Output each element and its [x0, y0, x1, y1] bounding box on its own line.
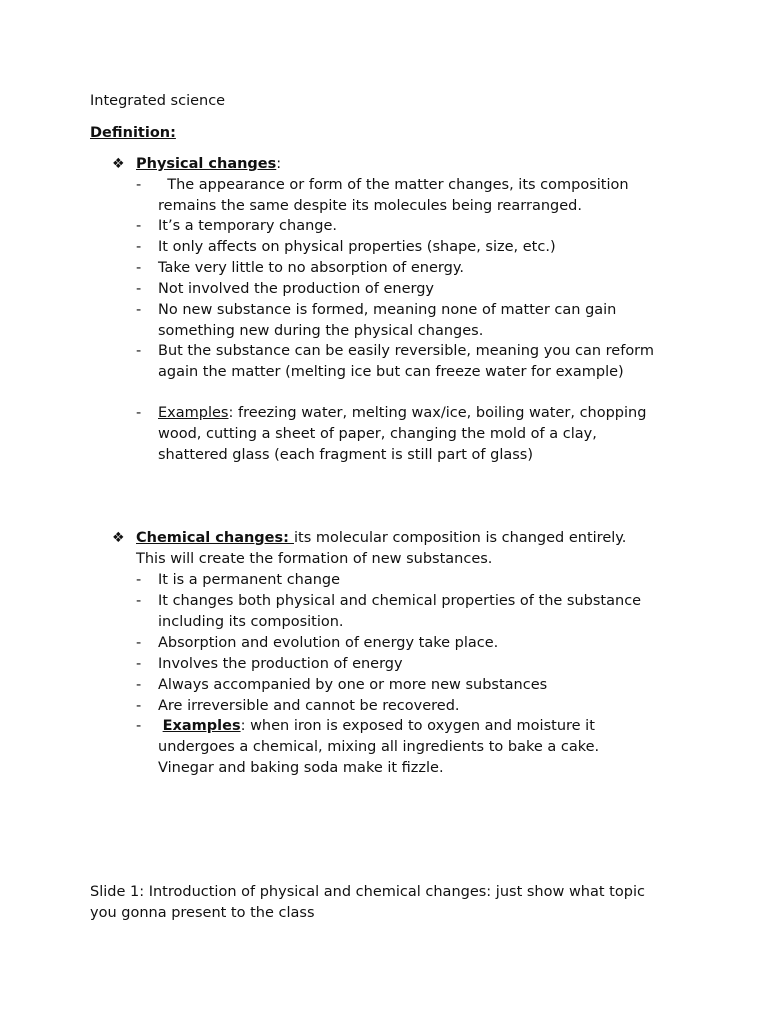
- chemical-changes-continuation: This will create the formation of new substances.: [136, 551, 493, 567]
- list-item: [158, 175, 688, 217]
- list-item-line: remains the same despite its molecules being rearranged.: [158, 197, 582, 214]
- list-dash: -: [136, 718, 142, 734]
- list-item-line: It is a permanent change: [158, 572, 341, 588]
- list-dash: -: [136, 281, 142, 297]
- physical-changes-heading: [136, 154, 281, 174]
- list-dash: -: [136, 593, 142, 609]
- physical-changes-title: Physical changes: [136, 156, 277, 172]
- list-dash: -: [136, 343, 142, 359]
- list-dash: -: [136, 260, 142, 276]
- chemical-examples: [158, 716, 688, 778]
- list-item-line: It changes both physical and chemical properties of the substance: [158, 593, 642, 609]
- list-item: [158, 591, 688, 633]
- list-item-line: Not involved the production of energy: [158, 281, 435, 297]
- diamond-bullet-icon: ❖: [112, 530, 125, 546]
- list-dash: -: [136, 239, 142, 255]
- physical-examples-line: : freezing water, melting wax/ice, boiling water, chopping: [228, 405, 647, 421]
- list-item-line: Absorption and evolution of energy take place.: [158, 635, 499, 651]
- physical-examples-label: Examples: [158, 405, 229, 421]
- list-item: [158, 237, 688, 258]
- list-dash: -: [136, 677, 142, 693]
- physical-examples-line: shattered glass (each fragment is still part of glass): [158, 446, 533, 463]
- chemical-examples-line: undergoes a chemical, mixing all ingredients to bake a cake.: [158, 738, 600, 755]
- list-item-line: including its composition.: [158, 613, 344, 630]
- list-dash: -: [136, 656, 142, 672]
- physical-examples-line: wood, cutting a sheet of paper, changing the mold of a clay,: [158, 425, 597, 442]
- physical-changes-colon: :: [276, 156, 282, 172]
- definition-heading: Definition:: [90, 125, 176, 141]
- chemical-examples-line: : when iron is exposed to oxygen and moisture it: [240, 718, 595, 734]
- chemical-changes-heading: [136, 528, 626, 548]
- list-item-line: Involves the production of energy: [158, 656, 403, 672]
- slide-note-line: you gonna present to the class: [90, 904, 315, 921]
- chemical-changes-title: Chemical changes:: [136, 530, 294, 546]
- list-item: [158, 654, 688, 675]
- slide-note-line: Slide 1: Introduction of physical and chemical changes: just show what topic: [90, 884, 645, 900]
- list-item: [158, 696, 688, 717]
- slide-note: [90, 882, 645, 924]
- list-item: [158, 570, 688, 591]
- chemical-changes-description: its molecular composition is changed entirely.: [294, 530, 627, 546]
- list-item-line: something new during the physical changes.: [158, 322, 484, 339]
- list-item-line: It only affects on physical properties (shape, size, etc.): [158, 239, 556, 255]
- list-item-line: again the matter (melting ice but can freeze water for example): [158, 363, 624, 380]
- list-item: [158, 279, 688, 300]
- list-item: [158, 216, 688, 237]
- list-item-line: It’s a temporary change.: [158, 218, 338, 234]
- list-item-line: Are irreversible and cannot be recovered.: [158, 698, 460, 714]
- list-item-line: No new substance is formed, meaning none of matter can gain: [158, 302, 617, 318]
- list-dash: -: [136, 302, 142, 318]
- list-dash: -: [136, 405, 142, 421]
- list-item-line: Always accompanied by one or more new substances: [158, 677, 548, 693]
- list-dash: -: [136, 572, 142, 588]
- physical-examples: [158, 403, 688, 465]
- diamond-bullet-icon: ❖: [112, 156, 125, 172]
- list-dash: -: [136, 635, 142, 651]
- chemical-examples-label: Examples: [162, 718, 241, 734]
- list-item: [158, 675, 688, 696]
- document-title: Integrated science: [90, 93, 226, 109]
- chemical-examples-line: Vinegar and baking soda make it fizzle.: [158, 759, 444, 776]
- list-item: [158, 300, 688, 342]
- list-dash: -: [136, 698, 142, 714]
- list-dash: -: [136, 177, 142, 193]
- list-dash: -: [136, 218, 142, 234]
- list-item-line: Take very little to no absorption of energy.: [158, 260, 464, 276]
- list-item: [158, 341, 688, 383]
- list-item: [158, 258, 688, 279]
- list-item: [158, 633, 688, 654]
- list-item-line: But the substance can be easily reversible, meaning you can reform: [158, 343, 655, 359]
- list-item-line: The appearance or form of the matter changes, its composition: [158, 177, 629, 193]
